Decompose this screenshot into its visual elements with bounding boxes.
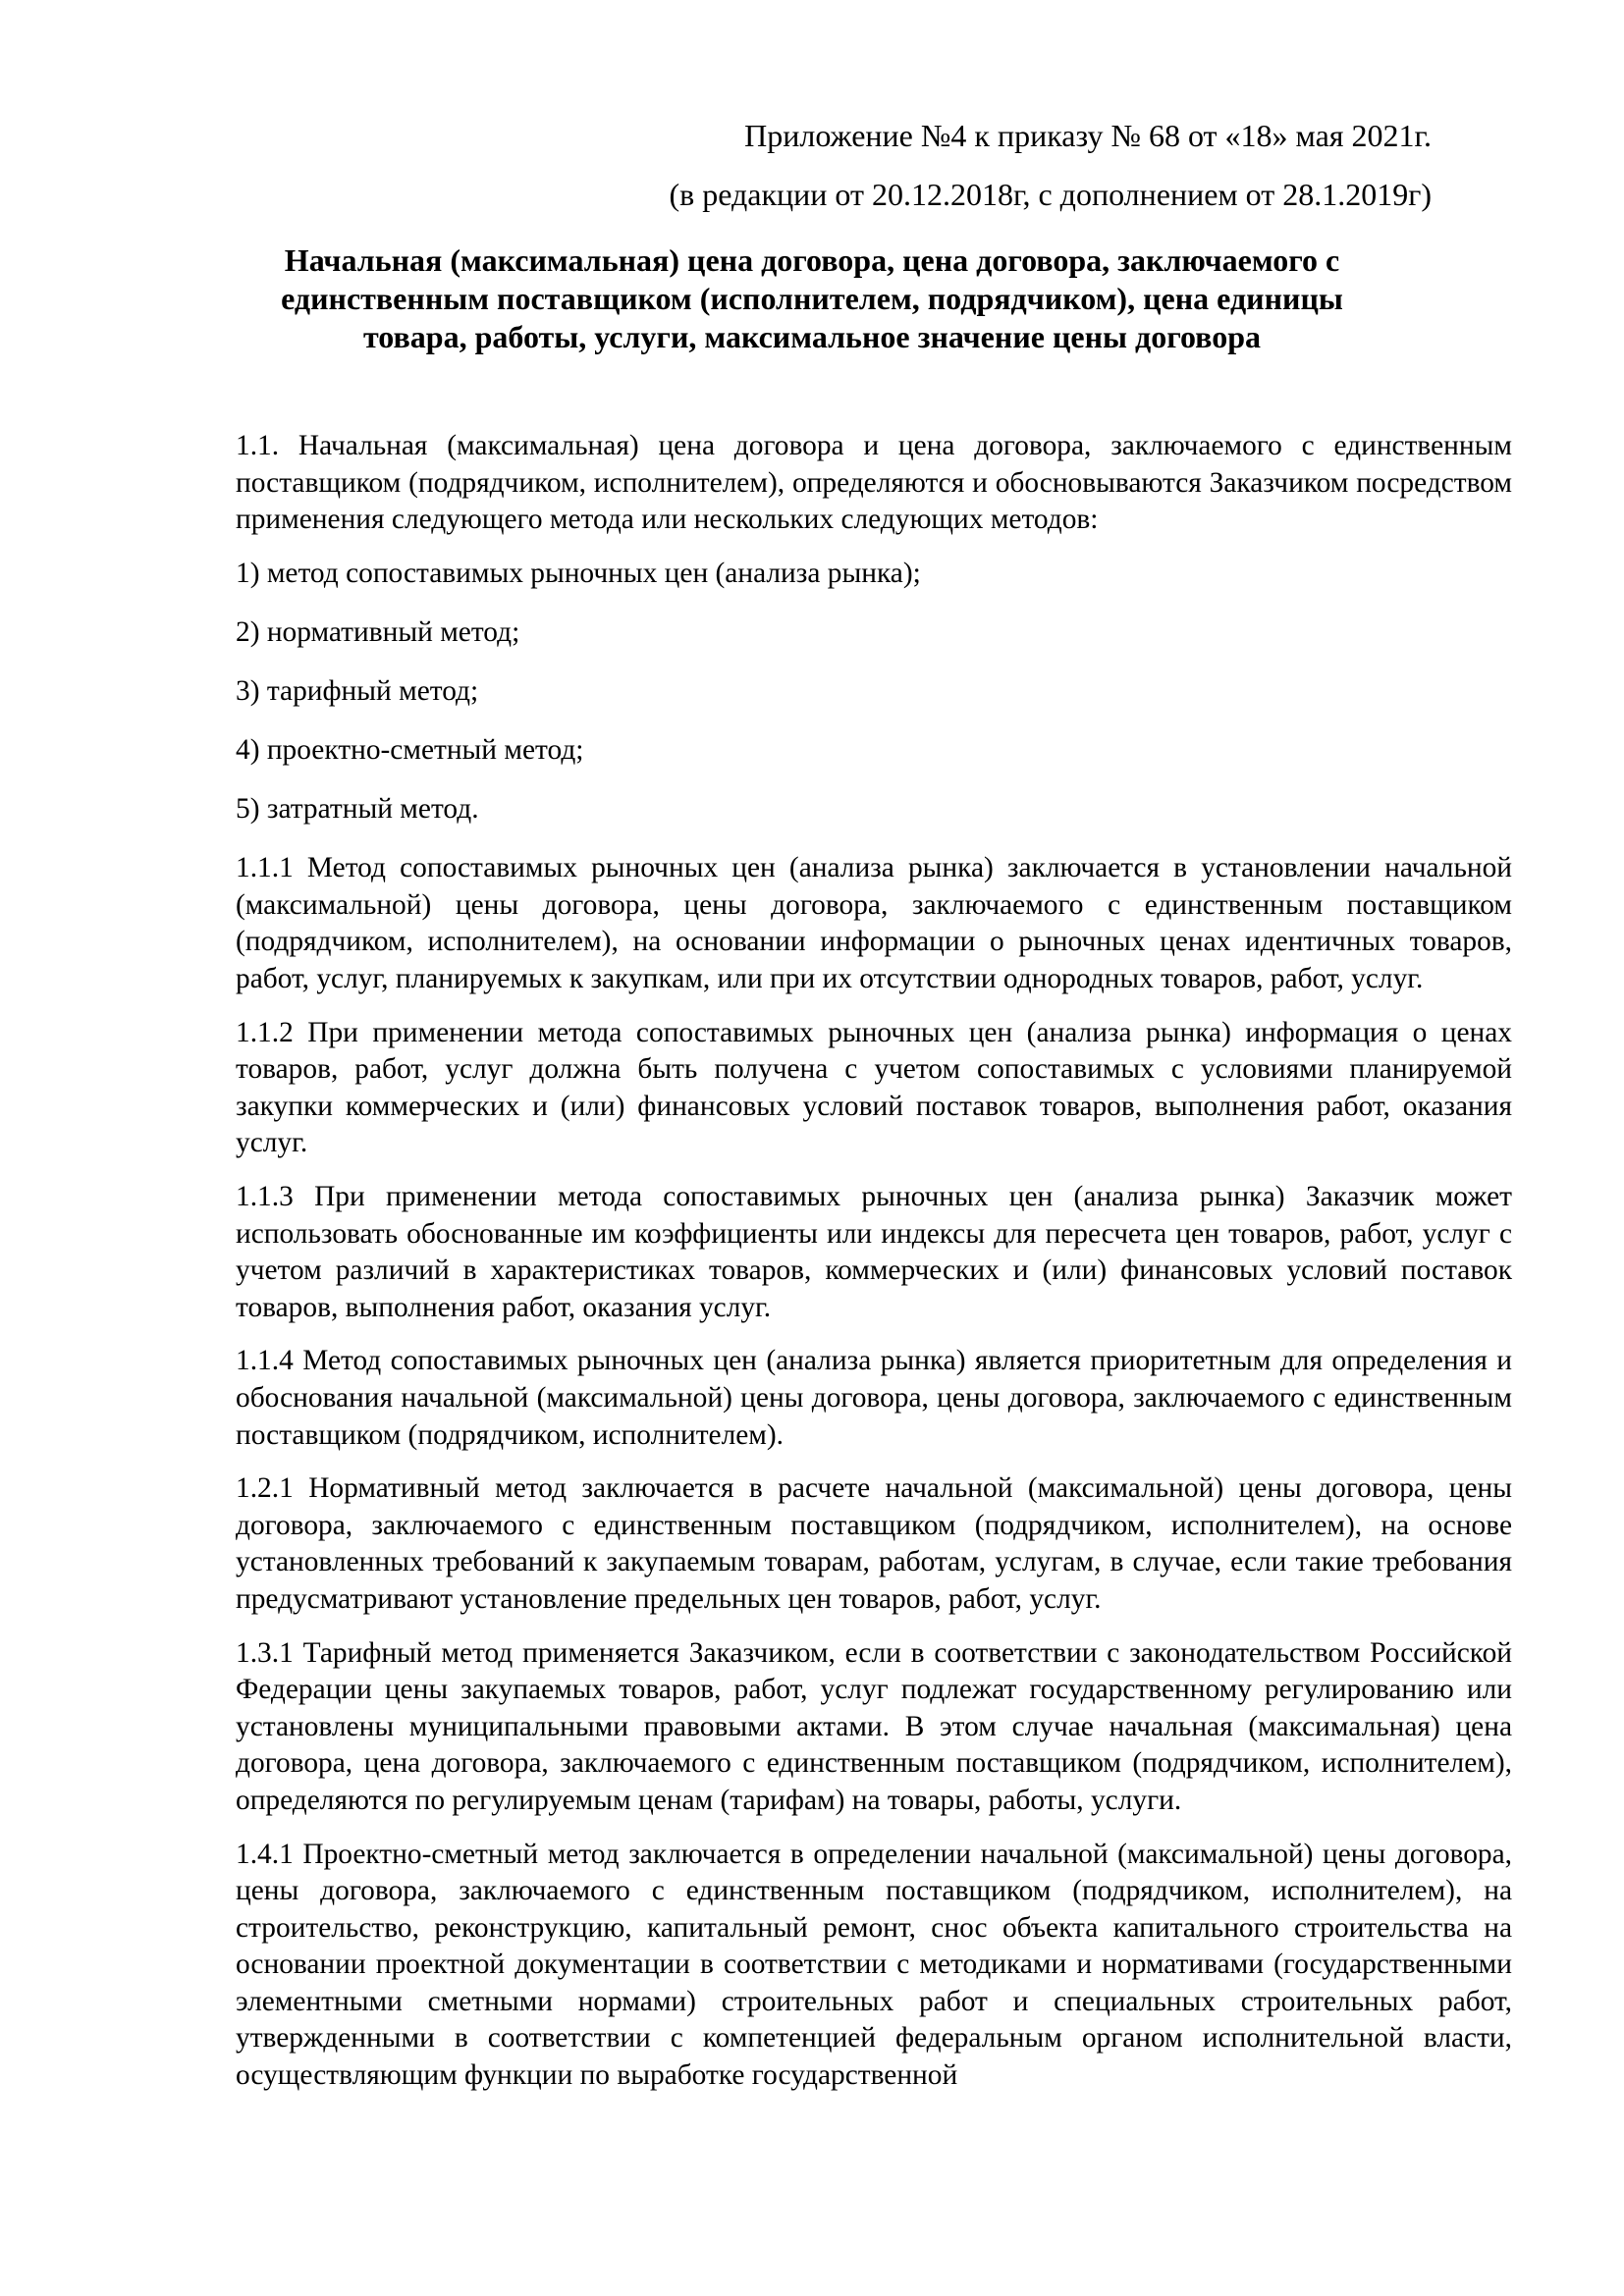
paragraph-1-1-2: 1.1.2 При применении метода сопоставимых рыночных цен (анализа рынка) информация о ценах товаров, работ, услуг должна быть получена с учетом сопоставимых с условиями планируемой закупки коммерческих и (или) финансовых условий поставок товаров, выполнения работ, оказания услуг. [236, 1016, 1512, 1159]
paragraph-1-3-1: 1.3.1 Тарифный метод применяется Заказчиком, если в соответствии с законодательством Российской Федерации цены закупаемых товаров, работ, услуг подлежат государственному регулированию или установлены муниципальными правовыми актами. В этом случае начальная (максимальная) цена договора, цена договора, заключаемого с единственным поставщиком (подрядчиком, исполнителем), определяются по регулируемым ценам (тарифам) на товары, работы, услуги. [236, 1636, 1512, 1816]
method-list-item-4: 4) проектно-сметный метод; [236, 734, 584, 767]
appendix-reference: Приложение №4 к приказу № 68 от «18» мая 2021г. [744, 118, 1432, 153]
method-list-item-3: 3) тарифный метод; [236, 674, 479, 707]
paragraph-1-2-1: 1.2.1 Нормативный метод заключается в расчете начальной (максимальной) цены договора, цены договора, заключаемого с единственным поставщиком (подрядчиком, исполнителем), на основе установленных требований к закупаемым товарам, работам, услугам, в случае, если такие требования предусматривают установление предельных цен товаров, работ, услуг. [236, 1472, 1512, 1615]
document-body [236, 428, 1512, 2111]
document-title: Начальная (максимальная) цена договора, цена договора, заключаемого с единственным поставщиком (исполнителем, подрядчиком), цена единицы товара, работы, услуги, максимальное значение цены договора [281, 242, 1343, 354]
method-list-item-2: 2) нормативный метод; [236, 615, 520, 648]
paragraph-1-1: 1.1. Начальная (максимальная) цена договора и цена договора, заключаемого с единственным поставщиком (подрядчиком, исполнителем), определяются и обосновываются Заказчиком посредством применения следующего метода или нескольких следующих методов: [236, 430, 1512, 536]
paragraph-1-4-1: 1.4.1 Проектно-сметный метод заключается в определении начальной (максимальной) цены договора, цены договора, заключаемого с единственным поставщиком (подрядчиком, исполнителем), на строительство, реконструкцию, капитальный ремонт, снос объекта капитального строительства на основании проектной документации в соответствии с методиками и нормативами (государственными элементными сметными нормами) строительных работ и специальных строительных работ, утвержденными в соответствии с компетенцией федеральным органом исполнительной власти, осуществляющим функции по выработке государственной [236, 1838, 1512, 2092]
paragraph-1-1-1: 1.1.1 Метод сопоставимых рыночных цен (анализа рынка) заключается в установлении начальной (максимальной) цены договора, цены договора, заключаемого с единственным поставщиком (подрядчиком, исполнителем), на основании информации о рыночных ценах идентичных товаров, работ, услуг, планируемых к закупкам, или при их отсутствии однородных товаров, работ, услуг. [236, 852, 1512, 995]
paragraph-1-1-4: 1.1.4 Метод сопоставимых рыночных цен (анализа рынка) является приоритетным для определения и обоснования начальной (максимальной) цены договора, цены договора, заключаемого с единственным поставщиком (подрядчиком, исполнителем). [236, 1345, 1512, 1451]
paragraph-1-1-3: 1.1.3 При применении метода сопоставимых рыночных цен (анализа рынка) Заказчик может использовать обоснованные им коэффициенты или индексы для пересчета цен товаров, работ, услуг с учетом различий в характеристиках товаров, коммерческих и (или) финансовых условий поставок товаров, выполнения работ, оказания услуг. [236, 1181, 1512, 1323]
revision-note: (в редакции от 20.12.2018г, с дополнением от 28.1.2019г) [669, 177, 1432, 212]
method-list-item-1: 1) метод сопоставимых рыночных цен (анализа рынка); [236, 557, 921, 589]
method-list-item-5: 5) затратный метод. [236, 793, 479, 826]
